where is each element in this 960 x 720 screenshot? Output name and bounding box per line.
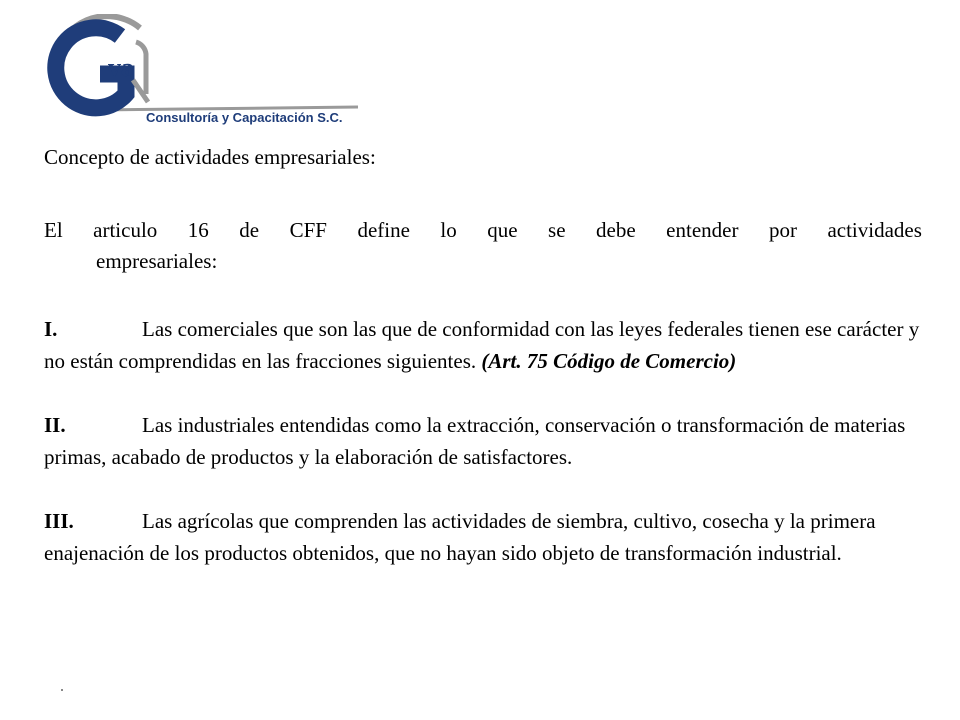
item-reference: (Art. 75 Código de Comercio): [481, 349, 737, 373]
intro-word: articulo: [93, 218, 158, 242]
section-subtitle: Concepto de actividades empresariales:: [44, 145, 376, 169]
logo-letters: va: [108, 53, 134, 82]
logo-caption: Consultoría y Capacitación S.C.: [146, 110, 343, 125]
item-number: III.: [44, 509, 74, 533]
intro-word: que: [487, 218, 518, 242]
intro-word: CFF: [289, 218, 327, 242]
item-text: Las industriales entendidas como la extracción, conservación o transformación de materias primas, acabado de productos y la elaboración de satisfactores.: [44, 413, 906, 469]
intro-word: 16: [187, 218, 209, 242]
company-logo: [28, 14, 368, 132]
intro-word: El: [44, 218, 63, 242]
list-item: [44, 313, 924, 377]
intro-line-2: empresariales:: [96, 249, 218, 273]
fraction-list: [44, 313, 924, 601]
intro-word: lo: [440, 218, 457, 242]
intro-word: debe: [596, 218, 636, 242]
stray-dot: [61, 689, 63, 691]
item-text: Las comerciales que son las que de conformidad con las leyes federales tienen ese carácter y no están comprendidas en las fracciones siguientes.: [44, 317, 920, 373]
intro-word: define: [357, 218, 410, 242]
intro-word: actividades: [827, 218, 922, 242]
intro-word: por: [768, 218, 797, 242]
intro-word: entender: [666, 218, 739, 242]
list-item: [44, 505, 924, 569]
item-number: II.: [44, 413, 66, 437]
intro-line-1: [44, 215, 922, 246]
item-number: I.: [44, 317, 58, 341]
list-item: [44, 409, 924, 473]
intro-word: se: [548, 218, 566, 242]
intro-word: de: [239, 218, 260, 242]
item-text: Las agrícolas que comprenden las actividades de siembra, cultivo, cosecha y la primera enajenación de los productos obtenidos, que no hayan sido objeto de transformación industrial.: [44, 509, 876, 565]
intro-paragraph: [44, 215, 922, 277]
